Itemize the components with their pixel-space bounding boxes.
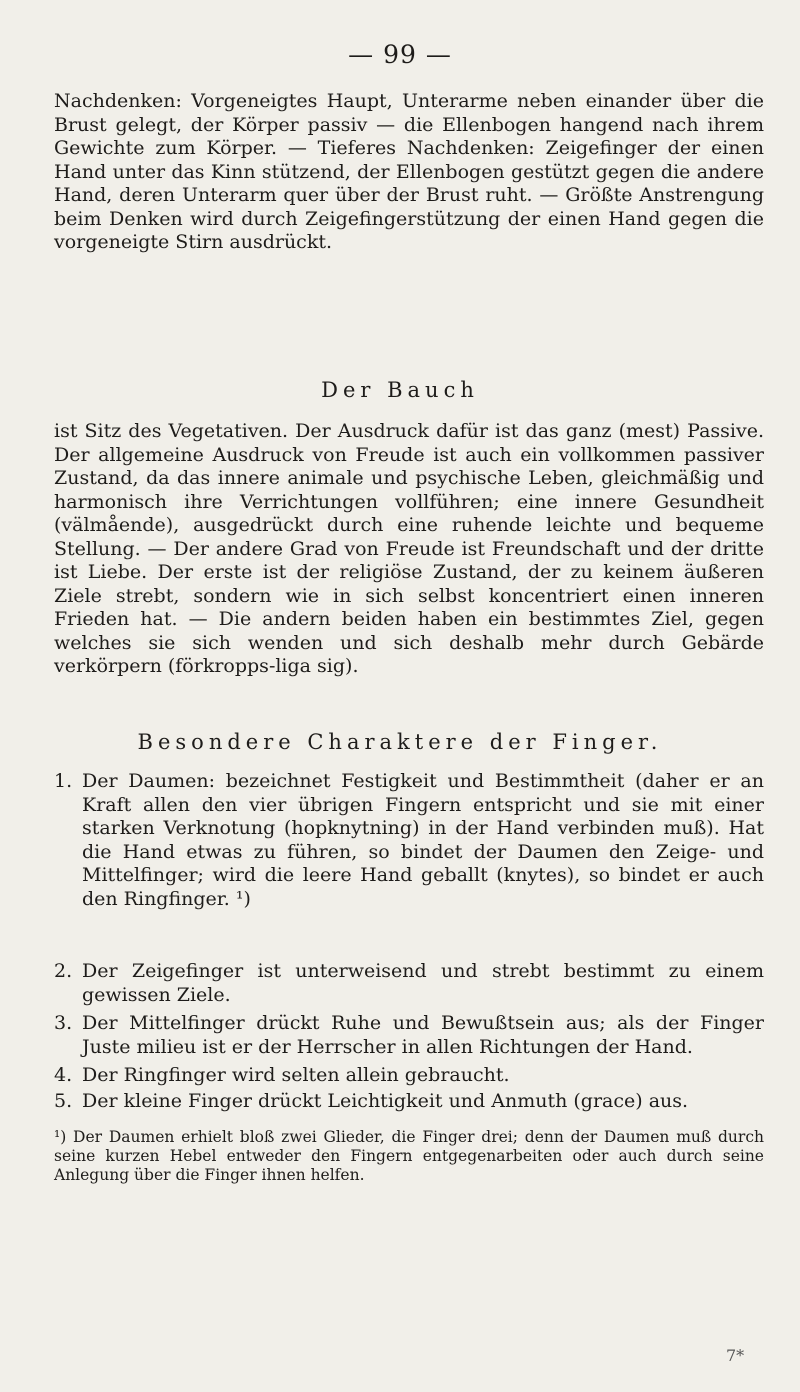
- intro-paragraph: Nachdenken: Vorgeneigtes Haupt, Unterarme neben einander über die Brust gelegt, der Körper passiv — die Ellenbogen hangend nach ihrem Gewichte zum Körper. — Tieferes Nachdenken: Zeigefinger der einen Hand unter das Kinn stützend, der Ellenbogen gestützt gegen die andere Hand, deren Unterarm quer über der Brust ruht. — Größte Anstrengung beim Denken wird durch Zeigefingerstützung der einen Hand gegen die vorgeneigte Stirn ausdrückt.: [54, 90, 764, 253]
- list-item-zeigefinger: [54, 960, 764, 1007]
- footnote: ¹) Der Daumen erhielt bloß zwei Glieder, die Finger drei; denn der Daumen muß durch seine kurzen Hebel entweder den Fingern entgegenarbeiten oder auch durch seine Anlegung über die Finger ihnen helfen.: [54, 1128, 764, 1184]
- list-number: 4.: [54, 1064, 73, 1086]
- list-number: 2.: [54, 960, 73, 982]
- signature-mark: 7*: [726, 1346, 745, 1365]
- list-text: Der kleine Finger drückt Leichtigkeit und Anmuth (grace) aus.: [82, 1090, 689, 1112]
- list-item-mittelfinger: [54, 1012, 764, 1059]
- list-text: Der Zeigefinger ist unterweisend und strebt bestimmt zu einem gewissen Ziele.: [82, 960, 764, 1006]
- list-text: Der Mittelfinger drückt Ruhe und Bewußtsein aus; als der Finger Juste milieu ist er der Herrscher in allen Richtungen der Hand.: [82, 1012, 764, 1058]
- list-number: 1.: [54, 770, 73, 792]
- list-number: 3.: [54, 1012, 73, 1034]
- heading-finger: Besondere Charaktere der Finger.: [137, 730, 663, 754]
- list-text: Der Daumen: bezeichnet Festigkeit und Bestimmtheit (daher er an Kraft allen den vier übrigen Fingern entspricht und sie mit einer starken Verknotung (hopknytning) in der Hand verbinden muß). Hat die Hand etwas zu führen, so bindet der Daumen den Zeige- und Mittelfinger; wird die leere Hand geballt (knytes), so bindet er auch den Ringfinger. ¹): [82, 770, 764, 910]
- list-item-daumen: [54, 770, 764, 911]
- heading-bauch: Der Bauch: [321, 378, 479, 402]
- list-text: Der Ringfinger wird selten allein gebraucht.: [82, 1064, 510, 1086]
- list-number: 5.: [54, 1090, 73, 1112]
- bauch-paragraph: ist Sitz des Vegetativen. Der Ausdruck dafür ist das ganz (mest) Passive. Der allgemeine Ausdruck von Freude ist auch ein vollkommen passiver Zustand, da das innere animale und psychische Leben, gleichmäßig und harmonisch ihre Verrichtungen vollführen; eine innere Gesundheit (välmående), ausgedrückt durch eine ruhende leichte und bequeme Stellung. — Der andere Grad von Freude ist Freundschaft und der dritte ist Liebe. Der erste ist der religiöse Zustand, der zu keinem äußeren Ziele strebt, sondern wie in sich selbst koncentriert einen inneren Frieden hat. — Die andern beiden haben ein bestimmtes Ziel, gegen welches sie sich wenden und sich deshalb mehr durch Gebärde verkörpern (förkropps-liga sig).: [54, 420, 764, 677]
- page-number: — 99 —: [348, 40, 452, 69]
- list-item-ringfinger: [54, 1064, 764, 1088]
- list-item-kleiner-finger: [54, 1090, 764, 1114]
